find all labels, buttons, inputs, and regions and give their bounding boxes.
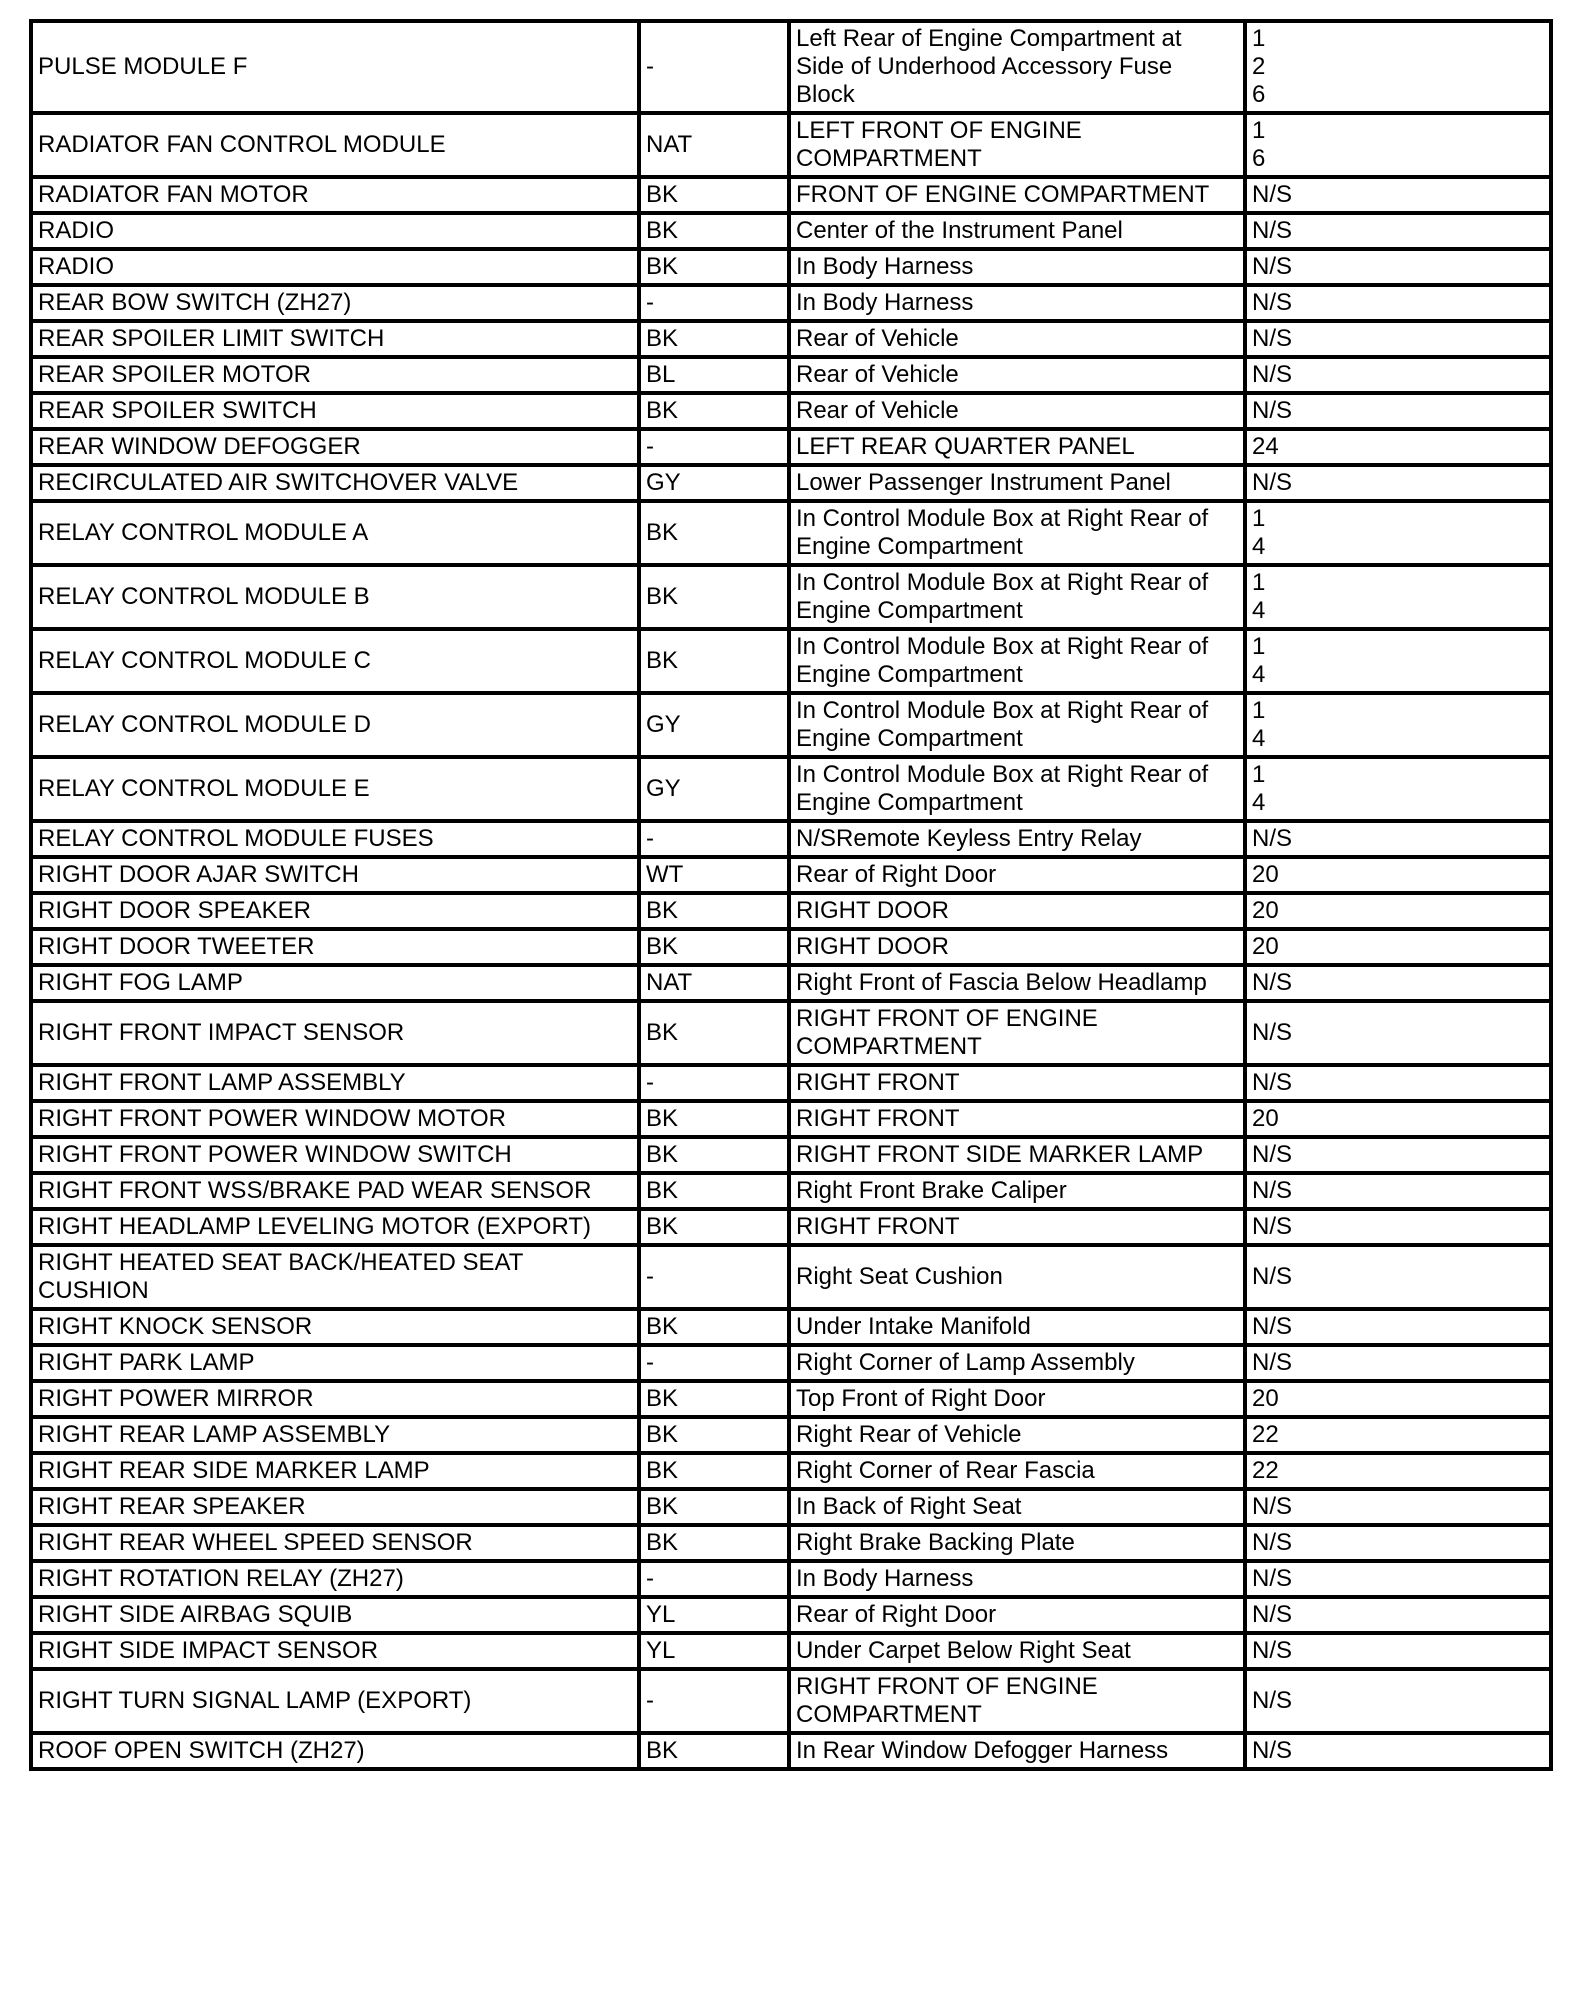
- connector-color-cell: BK: [639, 565, 789, 629]
- view-number-cell: N/S: [1245, 321, 1551, 357]
- location-cell: In Control Module Box at Right Rear of Engine Compartment: [789, 757, 1245, 821]
- component-cell: RELAY CONTROL MODULE FUSES: [31, 821, 639, 857]
- location-cell: FRONT OF ENGINE COMPARTMENT: [789, 177, 1245, 213]
- table-row: [31, 857, 1551, 893]
- connector-color-cell: BK: [639, 1525, 789, 1561]
- location-cell: RIGHT FRONT: [789, 1065, 1245, 1101]
- connector-color-cell: YL: [639, 1633, 789, 1669]
- component-cell: RIGHT SIDE AIRBAG SQUIB: [31, 1597, 639, 1633]
- view-number-cell: 1 6: [1245, 113, 1551, 177]
- component-cell: RADIATOR FAN MOTOR: [31, 177, 639, 213]
- location-cell: RIGHT FRONT OF ENGINE COMPARTMENT: [789, 1669, 1245, 1733]
- view-number-cell: 1 4: [1245, 629, 1551, 693]
- view-number-cell: N/S: [1245, 285, 1551, 321]
- location-cell: RIGHT DOOR: [789, 929, 1245, 965]
- connector-color-cell: BK: [639, 393, 789, 429]
- table-row: [31, 1001, 1551, 1065]
- location-cell: RIGHT FRONT: [789, 1209, 1245, 1245]
- component-cell: RIGHT FRONT LAMP ASSEMBLY: [31, 1065, 639, 1101]
- location-cell: RIGHT FRONT SIDE MARKER LAMP: [789, 1137, 1245, 1173]
- component-cell: RIGHT DOOR SPEAKER: [31, 893, 639, 929]
- view-number-cell: N/S: [1245, 357, 1551, 393]
- component-cell: REAR WINDOW DEFOGGER: [31, 429, 639, 465]
- view-number-cell: 22: [1245, 1417, 1551, 1453]
- component-cell: RELAY CONTROL MODULE E: [31, 757, 639, 821]
- view-number-cell: 20: [1245, 929, 1551, 965]
- location-cell: Right Brake Backing Plate: [789, 1525, 1245, 1561]
- location-cell: Under Carpet Below Right Seat: [789, 1633, 1245, 1669]
- connector-color-cell: GY: [639, 693, 789, 757]
- table-row: [31, 893, 1551, 929]
- component-cell: RIGHT FRONT POWER WINDOW SWITCH: [31, 1137, 639, 1173]
- view-number-cell: 20: [1245, 1101, 1551, 1137]
- connector-color-cell: BL: [639, 357, 789, 393]
- view-number-cell: N/S: [1245, 1173, 1551, 1209]
- component-cell: RIGHT REAR LAMP ASSEMBLY: [31, 1417, 639, 1453]
- connector-color-cell: BK: [639, 893, 789, 929]
- connector-color-cell: BK: [639, 1173, 789, 1209]
- location-cell: Rear of Right Door: [789, 1597, 1245, 1633]
- connector-color-cell: WT: [639, 857, 789, 893]
- connector-color-cell: -: [639, 1561, 789, 1597]
- view-number-cell: 20: [1245, 1381, 1551, 1417]
- table-row: [31, 1633, 1551, 1669]
- table-row: [31, 965, 1551, 1001]
- view-number-cell: N/S: [1245, 393, 1551, 429]
- location-cell: Top Front of Right Door: [789, 1381, 1245, 1417]
- table-row: [31, 1137, 1551, 1173]
- component-cell: RIGHT POWER MIRROR: [31, 1381, 639, 1417]
- component-cell: RIGHT DOOR TWEETER: [31, 929, 639, 965]
- connector-color-cell: BK: [639, 1001, 789, 1065]
- connector-color-cell: BK: [639, 213, 789, 249]
- component-cell: RIGHT FRONT WSS/BRAKE PAD WEAR SENSOR: [31, 1173, 639, 1209]
- location-cell: In Body Harness: [789, 249, 1245, 285]
- component-cell: REAR SPOILER LIMIT SWITCH: [31, 321, 639, 357]
- connector-color-cell: BK: [639, 1453, 789, 1489]
- component-locator-table: [29, 19, 1553, 1771]
- location-cell: RIGHT DOOR: [789, 893, 1245, 929]
- connector-color-cell: -: [639, 1245, 789, 1309]
- component-cell: RIGHT HEATED SEAT BACK/HEATED SEAT CUSHION: [31, 1245, 639, 1309]
- table-row: [31, 113, 1551, 177]
- view-number-cell: N/S: [1245, 249, 1551, 285]
- component-cell: RIGHT FRONT POWER WINDOW MOTOR: [31, 1101, 639, 1137]
- connector-color-cell: BK: [639, 1137, 789, 1173]
- connector-color-cell: BK: [639, 1101, 789, 1137]
- connector-color-cell: BK: [639, 249, 789, 285]
- view-number-cell: 1 4: [1245, 501, 1551, 565]
- table-row: [31, 465, 1551, 501]
- table-row: [31, 429, 1551, 465]
- connector-color-cell: BK: [639, 1489, 789, 1525]
- location-cell: Rear of Right Door: [789, 857, 1245, 893]
- connector-color-cell: BK: [639, 1417, 789, 1453]
- table-row: [31, 1381, 1551, 1417]
- view-number-cell: N/S: [1245, 1733, 1551, 1769]
- view-number-cell: N/S: [1245, 1345, 1551, 1381]
- table-row: [31, 1245, 1551, 1309]
- location-cell: Rear of Vehicle: [789, 321, 1245, 357]
- connector-color-cell: BK: [639, 929, 789, 965]
- table-row: [31, 285, 1551, 321]
- connector-color-cell: BK: [639, 1309, 789, 1345]
- location-cell: Rear of Vehicle: [789, 357, 1245, 393]
- component-cell: RIGHT HEADLAMP LEVELING MOTOR (EXPORT): [31, 1209, 639, 1245]
- component-cell: RIGHT DOOR AJAR SWITCH: [31, 857, 639, 893]
- location-cell: Center of the Instrument Panel: [789, 213, 1245, 249]
- component-cell: RIGHT FOG LAMP: [31, 965, 639, 1001]
- location-cell: Right Rear of Vehicle: [789, 1417, 1245, 1453]
- connector-color-cell: BK: [639, 1209, 789, 1245]
- table-row: [31, 1309, 1551, 1345]
- connector-color-cell: BK: [639, 321, 789, 357]
- component-cell: RELAY CONTROL MODULE A: [31, 501, 639, 565]
- component-cell: REAR SPOILER SWITCH: [31, 393, 639, 429]
- view-number-cell: N/S: [1245, 1633, 1551, 1669]
- location-cell: Left Rear of Engine Compartment at Side of Underhood Accessory Fuse Block: [789, 21, 1245, 113]
- table-row: [31, 1417, 1551, 1453]
- connector-color-cell: -: [639, 1345, 789, 1381]
- view-number-cell: N/S: [1245, 1489, 1551, 1525]
- view-number-cell: N/S: [1245, 1209, 1551, 1245]
- view-number-cell: N/S: [1245, 1561, 1551, 1597]
- view-number-cell: 1 4: [1245, 565, 1551, 629]
- view-number-cell: N/S: [1245, 1597, 1551, 1633]
- table-row: [31, 357, 1551, 393]
- table-row: [31, 1209, 1551, 1245]
- connector-color-cell: NAT: [639, 965, 789, 1001]
- location-cell: In Control Module Box at Right Rear of Engine Compartment: [789, 629, 1245, 693]
- location-cell: LEFT FRONT OF ENGINE COMPARTMENT: [789, 113, 1245, 177]
- connector-color-cell: BK: [639, 501, 789, 565]
- view-number-cell: N/S: [1245, 1245, 1551, 1309]
- view-number-cell: 1 4: [1245, 693, 1551, 757]
- view-number-cell: 22: [1245, 1453, 1551, 1489]
- table-row: [31, 1065, 1551, 1101]
- connector-color-cell: -: [639, 21, 789, 113]
- table-row: [31, 1525, 1551, 1561]
- location-cell: Right Corner of Lamp Assembly: [789, 1345, 1245, 1381]
- connector-color-cell: -: [639, 1669, 789, 1733]
- connector-color-cell: -: [639, 821, 789, 857]
- view-number-cell: 1 2 6: [1245, 21, 1551, 113]
- connector-color-cell: GY: [639, 757, 789, 821]
- table-row: [31, 693, 1551, 757]
- table-row: [31, 21, 1551, 113]
- table-row: [31, 1489, 1551, 1525]
- view-number-cell: 20: [1245, 893, 1551, 929]
- location-cell: In Rear Window Defogger Harness: [789, 1733, 1245, 1769]
- table-row: [31, 757, 1551, 821]
- component-cell: RIGHT PARK LAMP: [31, 1345, 639, 1381]
- location-cell: N/SRemote Keyless Entry Relay: [789, 821, 1245, 857]
- component-cell: RIGHT REAR SPEAKER: [31, 1489, 639, 1525]
- connector-color-cell: -: [639, 1065, 789, 1101]
- table-row: [31, 501, 1551, 565]
- view-number-cell: N/S: [1245, 1065, 1551, 1101]
- view-number-cell: N/S: [1245, 1669, 1551, 1733]
- component-cell: RADIO: [31, 249, 639, 285]
- view-number-cell: N/S: [1245, 1137, 1551, 1173]
- table-body: [31, 21, 1551, 1769]
- location-cell: Right Corner of Rear Fascia: [789, 1453, 1245, 1489]
- component-cell: RELAY CONTROL MODULE C: [31, 629, 639, 693]
- component-cell: RELAY CONTROL MODULE D: [31, 693, 639, 757]
- location-cell: Right Seat Cushion: [789, 1245, 1245, 1309]
- location-cell: Right Front of Fascia Below Headlamp: [789, 965, 1245, 1001]
- view-number-cell: N/S: [1245, 1309, 1551, 1345]
- component-cell: REAR BOW SWITCH (ZH27): [31, 285, 639, 321]
- component-cell: RIGHT ROTATION RELAY (ZH27): [31, 1561, 639, 1597]
- table-row: [31, 177, 1551, 213]
- component-cell: RADIO: [31, 213, 639, 249]
- view-number-cell: N/S: [1245, 213, 1551, 249]
- component-cell: RIGHT FRONT IMPACT SENSOR: [31, 1001, 639, 1065]
- table-row: [31, 1345, 1551, 1381]
- connector-color-cell: -: [639, 285, 789, 321]
- component-cell: RIGHT REAR SIDE MARKER LAMP: [31, 1453, 639, 1489]
- table-row: [31, 1453, 1551, 1489]
- connector-color-cell: YL: [639, 1597, 789, 1633]
- table-row: [31, 213, 1551, 249]
- location-cell: Under Intake Manifold: [789, 1309, 1245, 1345]
- component-cell: ROOF OPEN SWITCH (ZH27): [31, 1733, 639, 1769]
- component-cell: RECIRCULATED AIR SWITCHOVER VALVE: [31, 465, 639, 501]
- view-number-cell: N/S: [1245, 1525, 1551, 1561]
- table-row: [31, 393, 1551, 429]
- component-cell: RIGHT TURN SIGNAL LAMP (EXPORT): [31, 1669, 639, 1733]
- view-number-cell: 1 4: [1245, 757, 1551, 821]
- connector-color-cell: BK: [639, 1733, 789, 1769]
- component-cell: REAR SPOILER MOTOR: [31, 357, 639, 393]
- location-cell: RIGHT FRONT: [789, 1101, 1245, 1137]
- connector-color-cell: BK: [639, 177, 789, 213]
- location-cell: In Control Module Box at Right Rear of Engine Compartment: [789, 501, 1245, 565]
- table-row: [31, 249, 1551, 285]
- table-row: [31, 321, 1551, 357]
- component-cell: RELAY CONTROL MODULE B: [31, 565, 639, 629]
- table-row: [31, 1733, 1551, 1769]
- location-cell: In Control Module Box at Right Rear of Engine Compartment: [789, 565, 1245, 629]
- connector-color-cell: BK: [639, 1381, 789, 1417]
- component-cell: RIGHT SIDE IMPACT SENSOR: [31, 1633, 639, 1669]
- location-cell: In Control Module Box at Right Rear of Engine Compartment: [789, 693, 1245, 757]
- component-cell: RADIATOR FAN CONTROL MODULE: [31, 113, 639, 177]
- location-cell: In Body Harness: [789, 1561, 1245, 1597]
- view-number-cell: N/S: [1245, 965, 1551, 1001]
- table-row: [31, 1597, 1551, 1633]
- view-number-cell: 20: [1245, 857, 1551, 893]
- table-row: [31, 629, 1551, 693]
- component-cell: RIGHT KNOCK SENSOR: [31, 1309, 639, 1345]
- location-cell: In Body Harness: [789, 285, 1245, 321]
- view-number-cell: N/S: [1245, 465, 1551, 501]
- location-cell: LEFT REAR QUARTER PANEL: [789, 429, 1245, 465]
- table-row: [31, 565, 1551, 629]
- component-cell: RIGHT REAR WHEEL SPEED SENSOR: [31, 1525, 639, 1561]
- location-cell: Rear of Vehicle: [789, 393, 1245, 429]
- table-row: [31, 1173, 1551, 1209]
- connector-color-cell: -: [639, 429, 789, 465]
- view-number-cell: 24: [1245, 429, 1551, 465]
- location-cell: Right Front Brake Caliper: [789, 1173, 1245, 1209]
- table-row: [31, 1101, 1551, 1137]
- table-row: [31, 1561, 1551, 1597]
- view-number-cell: N/S: [1245, 177, 1551, 213]
- table-row: [31, 929, 1551, 965]
- connector-color-cell: GY: [639, 465, 789, 501]
- table-row: [31, 1669, 1551, 1733]
- location-cell: RIGHT FRONT OF ENGINE COMPARTMENT: [789, 1001, 1245, 1065]
- connector-color-cell: BK: [639, 629, 789, 693]
- component-cell: PULSE MODULE F: [31, 21, 639, 113]
- table-row: [31, 821, 1551, 857]
- connector-color-cell: NAT: [639, 113, 789, 177]
- view-number-cell: N/S: [1245, 1001, 1551, 1065]
- location-cell: In Back of Right Seat: [789, 1489, 1245, 1525]
- location-cell: Lower Passenger Instrument Panel: [789, 465, 1245, 501]
- view-number-cell: N/S: [1245, 821, 1551, 857]
